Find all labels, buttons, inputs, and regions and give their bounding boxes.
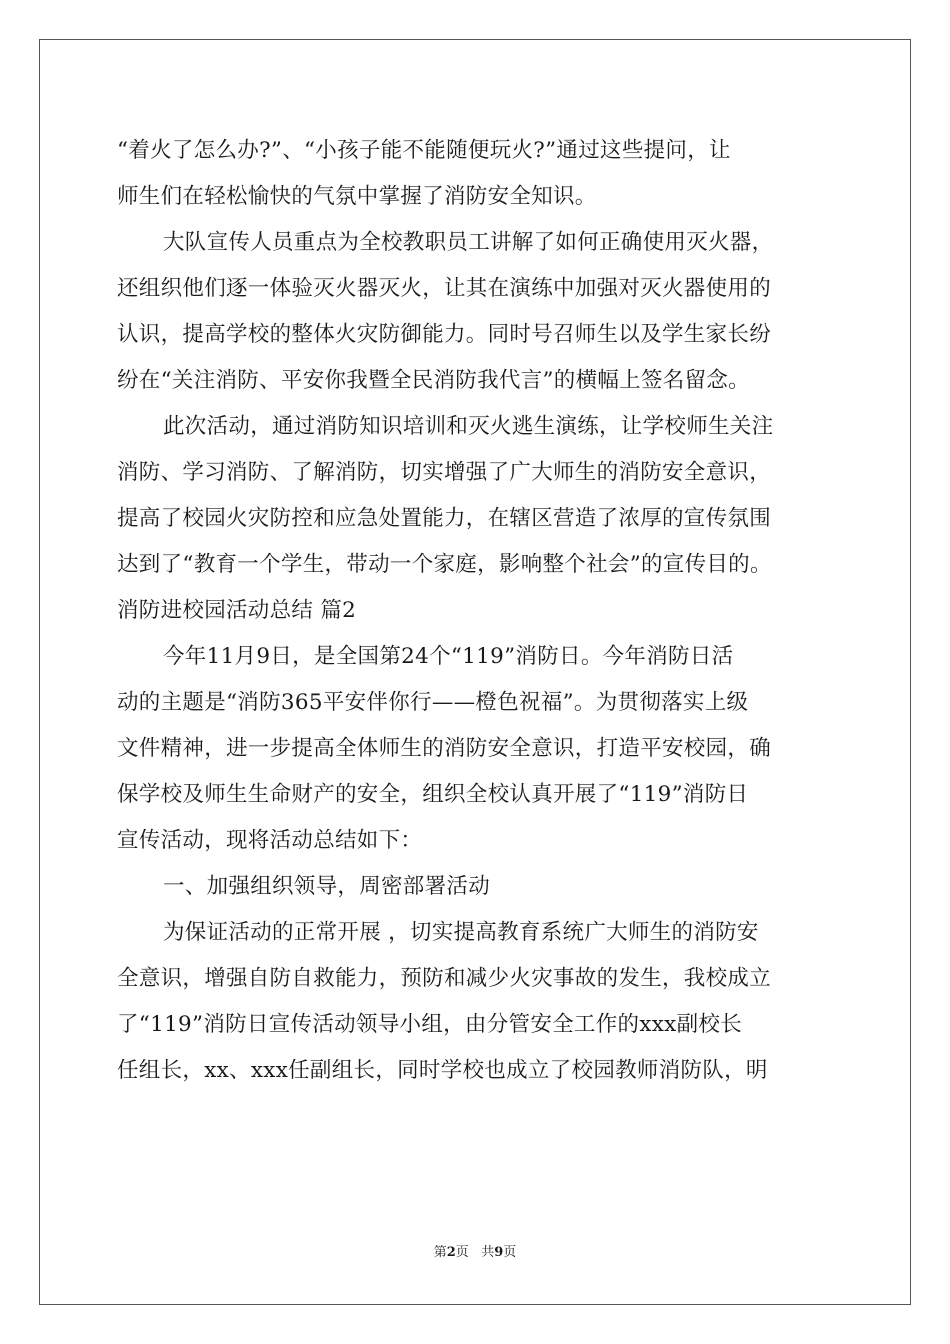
total-suffix: 页 — [503, 1245, 517, 1260]
total-prefix: 共 — [481, 1245, 495, 1260]
text-line: 保学校及师生生命财产的安全，组织全校认真开展了“119”消防日 — [117, 782, 749, 807]
text-line: 消防、学习消防、了解消防，切实增强了广大师生的消防安全意识， — [117, 460, 772, 485]
text-line: 师生们在轻松愉快的气氛中掌握了消防安全知识。 — [117, 184, 597, 209]
page-suffix: 页 — [455, 1245, 469, 1260]
text-line: 全意识，增强自防自救能力，预防和减少火灾事故的发生，我校成立 — [117, 966, 772, 991]
paragraph-start: 此次活动，通过消防知识培训和灭火逃生演练，让学校师生关注 — [163, 414, 774, 439]
text-line: 文件精神，进一步提高全体师生的消防安全意识，打造平安校园，确 — [117, 736, 772, 761]
text-line: 宣传活动，现将活动总结如下： — [117, 828, 423, 853]
subsection-heading: 一、加强组织领导，周密部署活动 — [163, 874, 491, 899]
paragraph-start: 为保证活动的正常开展 ，切实提高教育系统广大师生的消防安 — [163, 920, 759, 945]
text-line: 还组织他们逐一体验灭火器灭火，让其在演练中加强对灭火器使用的 — [117, 276, 772, 301]
page-footer — [0, 1245, 950, 1261]
text-line: 动的主题是“消防365平安伴你行——橙色祝福”。为贯彻落实上级 — [117, 690, 749, 715]
text-line: 任组长，xx、xxx任副组长，同时学校也成立了校园教师消防队，明 — [117, 1058, 768, 1083]
text-line: 达到了“教育一个学生，带动一个家庭，影响整个社会”的宣传目的。 — [117, 552, 772, 577]
text-line: “着火了怎么办?”、“小孩子能不能随便玩火?”通过这些提问，让 — [117, 138, 731, 163]
total-page-number: 9 — [494, 1245, 504, 1260]
text-line: 认识，提高学校的整体火灾防御能力。同时号召师生以及学生家长纷 — [117, 322, 772, 347]
current-page-number: 2 — [446, 1245, 456, 1260]
section-heading: 消防进校园活动总结 篇2 — [117, 598, 357, 623]
paragraph-start: 今年11月9日，是全国第24个“119”消防日。今年消防日活 — [163, 644, 734, 669]
text-line: 了“119”消防日宣传活动领导小组，由分管安全工作的xxx副校长 — [117, 1012, 742, 1037]
paragraph-start: 大队宣传人员重点为全校教职员工讲解了如何正确使用灭火器， — [163, 230, 774, 255]
page-prefix: 第 — [433, 1245, 447, 1260]
text-line: 纷在“关注消防、平安你我暨全民消防我代言”的横幅上签名留念。 — [117, 368, 750, 393]
text-line: 提高了校园火灾防控和应急处置能力，在辖区营造了浓厚的宣传氛围 — [117, 506, 772, 531]
